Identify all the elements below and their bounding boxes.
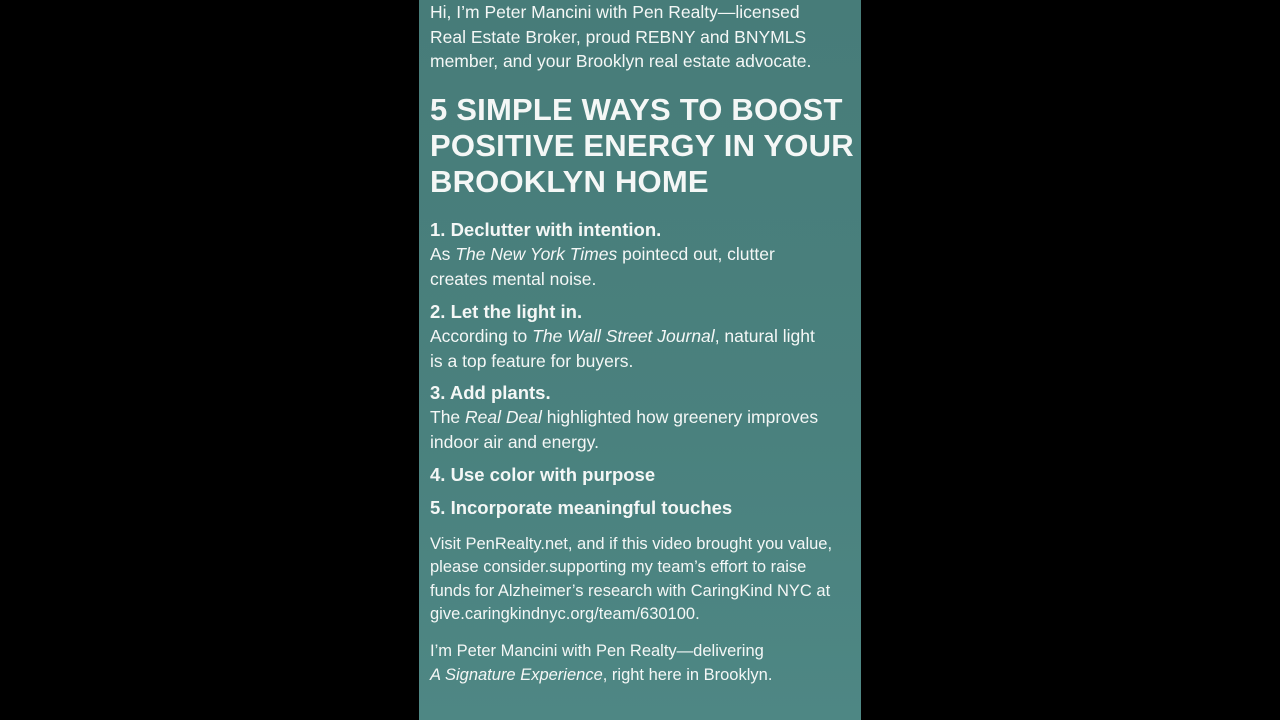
intro-line: Real Estate Broker, proud REBNY and BNYMLS [430,26,807,47]
source-name: Real Deal [465,407,542,427]
list-item [430,218,775,291]
item-heading: 3. Add plants. [430,382,551,403]
intro-line: member, and your Brooklyn real estate advocate. [430,51,812,71]
item-heading: 1. Declutter with intention. [430,219,662,240]
closing-paragraph: I’m Peter Mancini with Pen Realty—delivering A Signature Experience, right here in Brooklyn. [430,642,773,684]
item-body: As The New York Times pointecd out, clutter creates mental noise. [430,244,775,289]
title-line: BROOKLYN HOME [430,164,709,199]
video-frame-panel [419,0,861,720]
footer-paragraph: Visit PenRealty.net, and if this video brought you value, please consider.supporting my team’s effort to raise funds for Alzheimer’s research with CaringKind NYC at give.caringkindnyc.org/team/630100. [430,535,833,623]
page-title [430,92,854,200]
donation-link-text: give.caringkindnyc.org/team/630100. [430,604,700,623]
item-heading: 2. Let the light in. [430,301,583,322]
source-name: The Wall Street Journal [532,326,715,346]
list-item [430,300,815,373]
title-line: 5 SIMPLE WAYS TO BOOST [430,92,843,127]
list-item [430,381,818,454]
item-heading: 4. Use color with purpose [430,464,656,485]
item-body: The Real Deal highlighted how greenery improves indoor air and energy. [430,407,819,452]
item-heading: 5. Incorporate meaningful touches [430,497,733,518]
intro-line: Hi, I’m Peter Mancini with Pen Realty—licensed [430,2,800,22]
title-line: POSITIVE ENERGY IN YOUR [430,128,854,163]
item-body: According to The Wall Street Journal, natural light is a top feature for buyers. [430,326,815,371]
source-name: The New York Times [455,244,618,264]
tagline: A Signature Experience [430,666,603,684]
intro-paragraph [430,0,811,74]
